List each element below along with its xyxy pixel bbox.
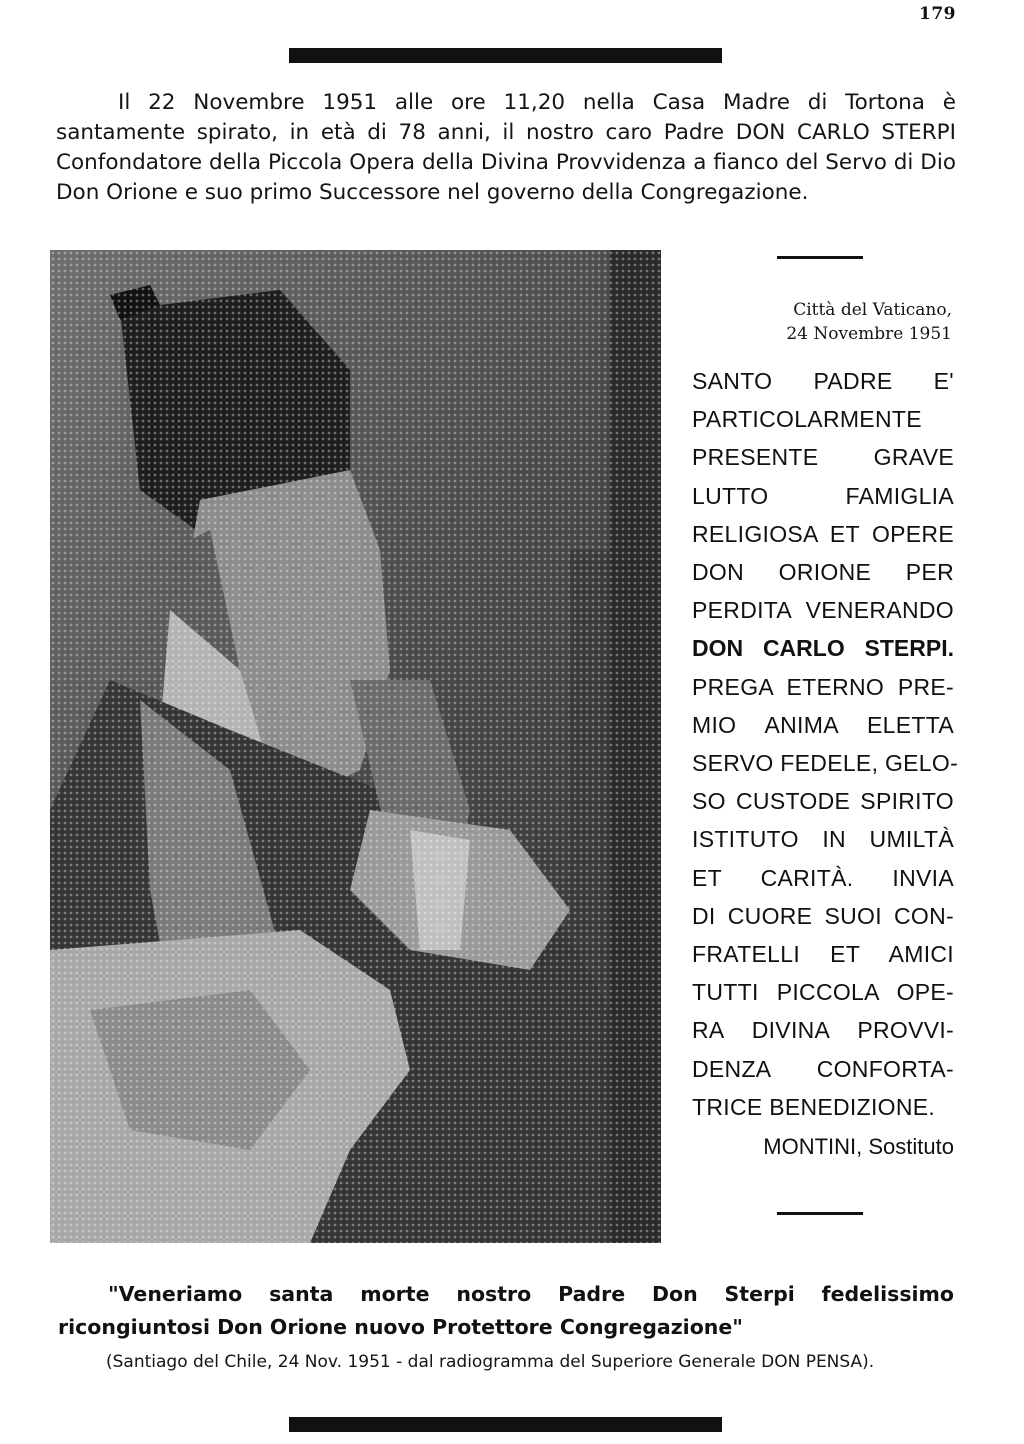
telegram-line: PRESENTE GRAVE: [692, 444, 954, 471]
telegram-line: SERVO FEDELE, GELO-: [692, 750, 959, 777]
telegram-line: PERDITA VENERANDO: [692, 597, 954, 624]
telegram-line: MIO ANIMA ELETTA: [692, 711, 954, 738]
telegram-text: [692, 362, 959, 1126]
radiogram-quote: "Veneriamo santa morte nostro Padre Don Sterpi fedelissimo ricongiuntosi Don Orione nuovo Protettore Congregazione": [58, 1282, 954, 1339]
telegram-line-name: DON CARLO STERPI.: [692, 635, 954, 662]
telegram-line: SANTO PADRE E': [692, 368, 954, 394]
telegram-line: TRICE BENEDIZIONE.: [692, 1093, 936, 1120]
portrait-photo: [50, 250, 661, 1243]
telegram-line: DENZA CONFORTA-: [692, 1055, 954, 1082]
intro-paragraph: Il 22 Novembre 1951 alle ore 11,20 nella Casa Madre di Tortona è santamente spirato, in età di 78 anni, il nostro caro Padre DON CARLO STERPI Confondatore della Piccola Opera della Divina Provvidenza a fianco del Servo di Dio Don Orione e suo primo Successore nel governo della Congregazione.: [56, 90, 956, 205]
telegram-line: SO CUSTODE SPIRITO: [692, 788, 954, 815]
telegram-line: PARTICOLARMENTE: [692, 406, 922, 433]
bottom-rule: [289, 1417, 722, 1432]
telegram-line: LUTTO FAMIGLIA: [692, 482, 954, 509]
telegram-rule-top: [777, 256, 863, 259]
telegram-line: DI CUORE SUOI CON-: [692, 902, 954, 929]
dateline-place: Città del Vaticano,: [793, 300, 952, 320]
photo-halftone: [50, 250, 661, 1243]
telegram-line: RA DIVINA PROVVI-: [692, 1017, 954, 1044]
page-number: 179: [919, 4, 956, 24]
telegram-line: ET CARITÀ. INVIA: [692, 864, 954, 891]
telegram-line: TUTTI PICCOLA OPE-: [692, 979, 954, 1006]
dateline-date: 24 Novembre 1951: [786, 324, 952, 344]
radiogram-source: (Santiago del Chile, 24 Nov. 1951 - dal radiogramma del Superiore Generale DON PENSA).: [106, 1352, 875, 1372]
telegram-line: FRATELLI ET AMICI: [692, 941, 954, 968]
telegram-line: PREGA ETERNO PRE-: [692, 673, 954, 700]
telegram-line: DON ORIONE PER: [692, 559, 954, 586]
telegram-line: ISTITUTO IN UMILTÀ: [692, 826, 954, 853]
telegram-dateline: [786, 298, 952, 346]
telegram-rule-bottom: [777, 1212, 863, 1215]
telegram-signature: MONTINI, Sostituto: [763, 1134, 954, 1159]
telegram-line: RELIGIOSA ET OPERE: [692, 520, 954, 547]
top-rule: [289, 48, 722, 63]
